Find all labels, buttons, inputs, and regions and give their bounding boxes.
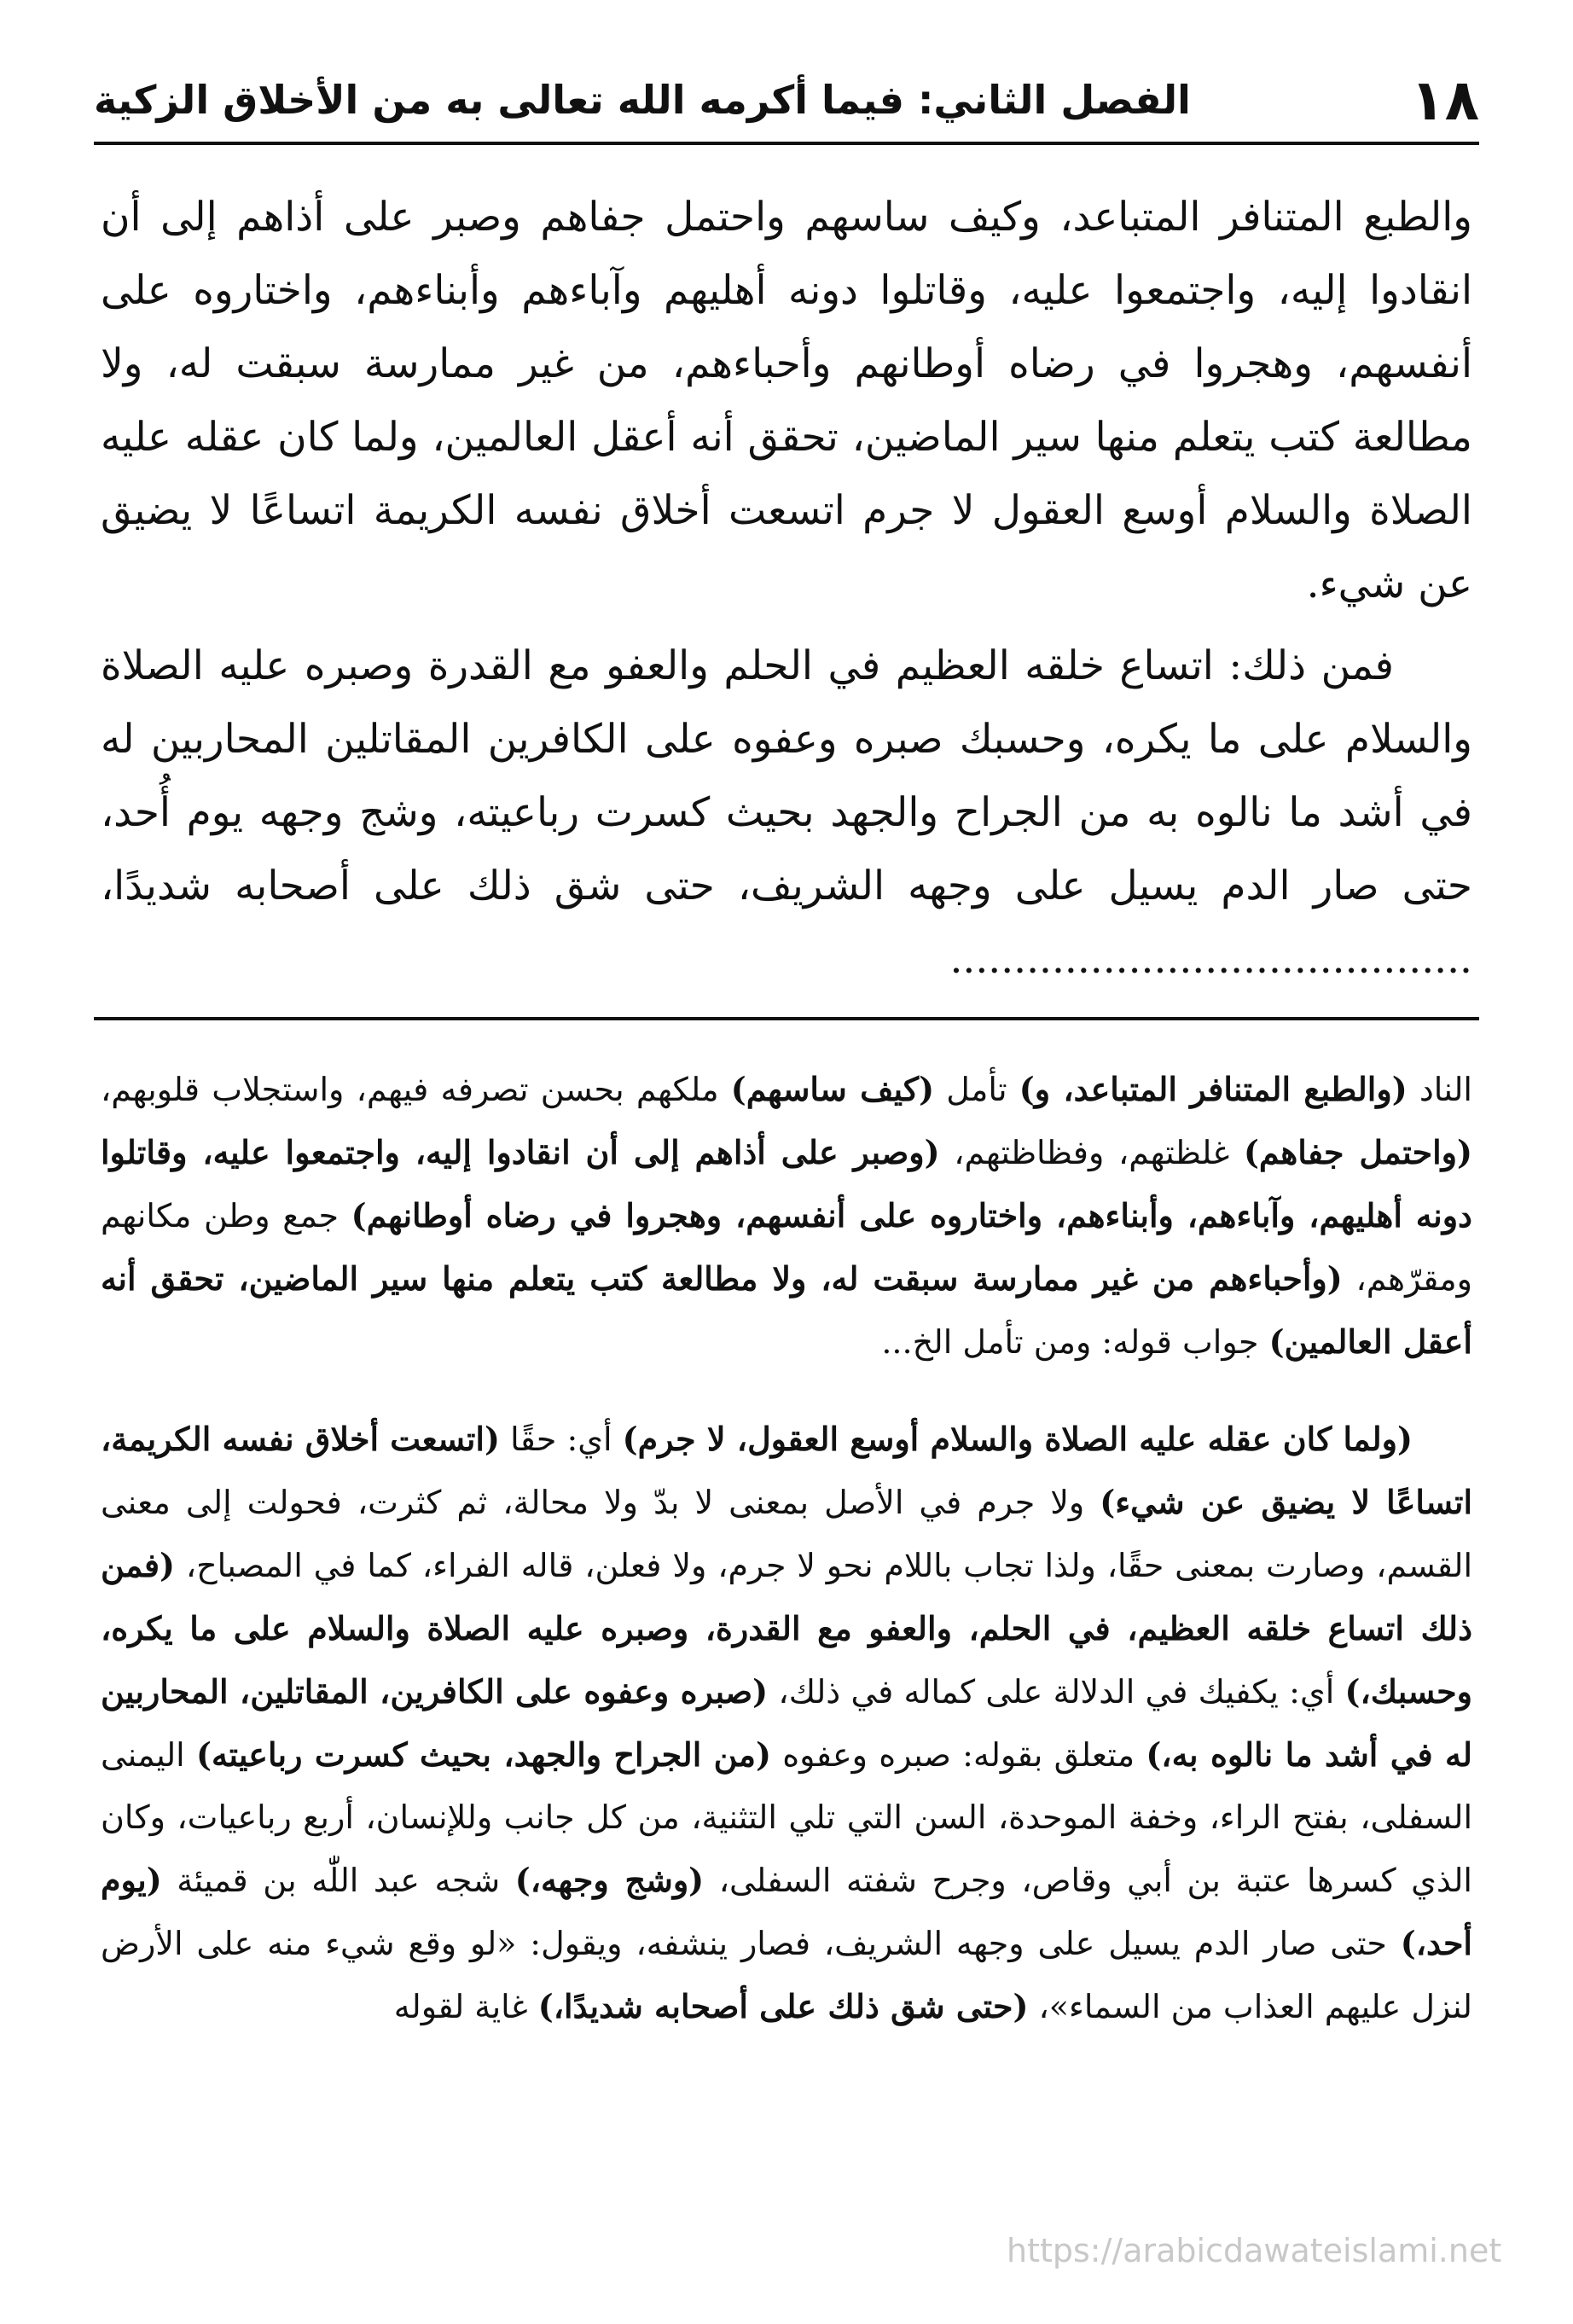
commentary-paragraph-1 bbox=[101, 1058, 1472, 1374]
commentary-paragraph-2 bbox=[101, 1408, 1472, 2038]
explanation-segment: ولا جرم في الأصل بمعنى لا بدّ ولا محالة، ثم كثرت، فحولت إلى معنى القسم، وصارت بمعنى حقًا، ولذا تجاب باللام نحو لا جرم، ولا فعلن، قاله الفراء، كما في المصباح، bbox=[101, 1484, 1472, 1584]
quoted-matn-segment: (صبره وعفوه على الكافرين، المقاتلين، المحاربين له في أشد ما نالوه به،) bbox=[101, 1672, 1472, 1774]
main-paragraph-1: والطبع المتنافر المتباعد، وكيف ساسهم واحتمل جفاهم وصبر على أذاهم إلى أن انقادوا إليه، واجتمعوا عليه، وقاتلوا دونه أهليهم وآباءهم وأبناءهم، واختاروه على أنفسهم، وهجروا في رضاه أوطانهم وأحباءهم، من غير ممارسة سبقت له، ولا مطالعة كتب يتعلم منها سير الماضين، تحقق أنه أعقل العالمين، ولما كان عقله عليه الصلاة والسلام أوسع العقول لا جرم اتسعت أخلاق نفسه الكريمة اتساعًا لا يضيق عن شيء. bbox=[101, 194, 1472, 607]
explanation-segment: متعلق بقوله: صبره وعفوه bbox=[770, 1736, 1146, 1774]
watermark-url: https://arabicdawateislami.net bbox=[1007, 2232, 1502, 2269]
quoted-matn-segment: (واحتمل جفاهم) bbox=[1243, 1133, 1472, 1171]
explanation-segment: جمع وطن مكانهم ومقرّهم، bbox=[101, 1197, 1472, 1298]
explanation-segment: حتى صار الدم يسيل على وجهه الشريف، فصار ينشفه، ويقول: «لو وقع شيء منه على الأرض لنزل عليهم العذاب من السماء»، bbox=[101, 1925, 1472, 2025]
running-title: الفصل الثاني: فيما أكرمه الله تعالى به من الأخلاق الزكية bbox=[94, 77, 1191, 123]
explanation-segment: جواب قوله: ومن تأمل الخ... bbox=[881, 1323, 1269, 1361]
page-number: ١٨ bbox=[1410, 67, 1479, 133]
explanation-segment: غلظتهم، وفظاظتهم، bbox=[939, 1134, 1244, 1171]
quoted-matn-segment: (كيف ساسهم) bbox=[730, 1070, 935, 1108]
commentary bbox=[101, 1058, 1472, 2038]
explanation-segment: أي: حقًا bbox=[499, 1421, 623, 1458]
explanation-segment: أي: يكفيك في الدلالة على كماله في ذلك، bbox=[768, 1673, 1345, 1711]
explanation-segment: تأمل bbox=[934, 1071, 1019, 1108]
header-rule bbox=[94, 142, 1479, 145]
quoted-matn-segment: (اتسعت أخلاق نفسه الكريمة، اتساعًا لا يضيق عن شيء) bbox=[101, 1420, 1472, 1521]
explanation-segment: شجه عبد اللّٰه بن قميئة bbox=[161, 1862, 515, 1899]
explanation-segment: ملكهم بحسن تصرفه فيهم، واستجلاب قلوبهم، bbox=[101, 1071, 731, 1108]
quoted-matn-segment: (والطبع المتنافر المتباعد، و) bbox=[1019, 1070, 1408, 1108]
explanation-segment: الناد bbox=[1407, 1071, 1472, 1108]
quoted-matn-segment: (وصبر على أذاهم إلى أن انقادوا إليه، واجتمعوا عليه، وقاتلوا دونه أهليهم، وآباءهم، وأبناءهم، واختاروه على أنفسهم، وهجروا في رضاه أوطانهم) bbox=[101, 1133, 1472, 1235]
quoted-matn-segment: (ولما كان عقله عليه الصلاة والسلام أوسع العقول، لا جرم) bbox=[622, 1420, 1413, 1458]
quoted-matn-segment: (وشج وجهه،) bbox=[514, 1861, 705, 1899]
quoted-matn-segment: (من الجراح والجهد، بحيث كسرت رباعيته) bbox=[196, 1735, 771, 1774]
explanation-segment: اليمنى السفلى، بفتح الراء، وخفة الموحدة، السن التي تلي التثنية، من كل جانب وللإنسان، أربع رباعيات، وكان الذي كسرها عتبة بن أبي وقاص، وجرح شفته السفلى، bbox=[101, 1736, 1472, 1899]
main-text bbox=[101, 181, 1472, 996]
quoted-matn-segment: (يوم أحد،) bbox=[101, 1861, 1472, 1962]
page-header bbox=[94, 61, 1479, 138]
quoted-matn-segment: (حتى شق ذلك على أصحابه شديدًا،) bbox=[537, 1987, 1029, 2025]
commentary-rule bbox=[94, 1017, 1479, 1020]
quoted-matn-segment: (فمن ذلك اتساع خلقه العظيم، في الحلم، والعفو مع القدرة، وصبره عليه الصلاة والسلام على ما يكره، وحسبك،) bbox=[101, 1546, 1473, 1711]
quoted-matn-segment: (وأحباءهم من غير ممارسة سبقت له، ولا مطالعة كتب يتعلم منها سير الماضين، تحقق أنه أعقل العالمين) bbox=[101, 1259, 1472, 1361]
explanation-segment: غاية لقوله bbox=[393, 1988, 538, 2025]
main-paragraph-2: فمن ذلك: اتساع خلقه العظيم في الحلم والعفو مع القدرة وصبره عليه الصلاة والسلام على ما يكره، وحسبك صبره وعفوه على الكافرين المقاتلين المحاربين له في أشد ما نالوه به من الجراح والجهد بحيث كسرت رباعيته، وشج وجهه يوم أُحد، حتى صار الدم يسيل على وجهه الشريف، حتى شق ذلك على أصحابه شديدًا، ......................................... bbox=[101, 642, 1472, 983]
